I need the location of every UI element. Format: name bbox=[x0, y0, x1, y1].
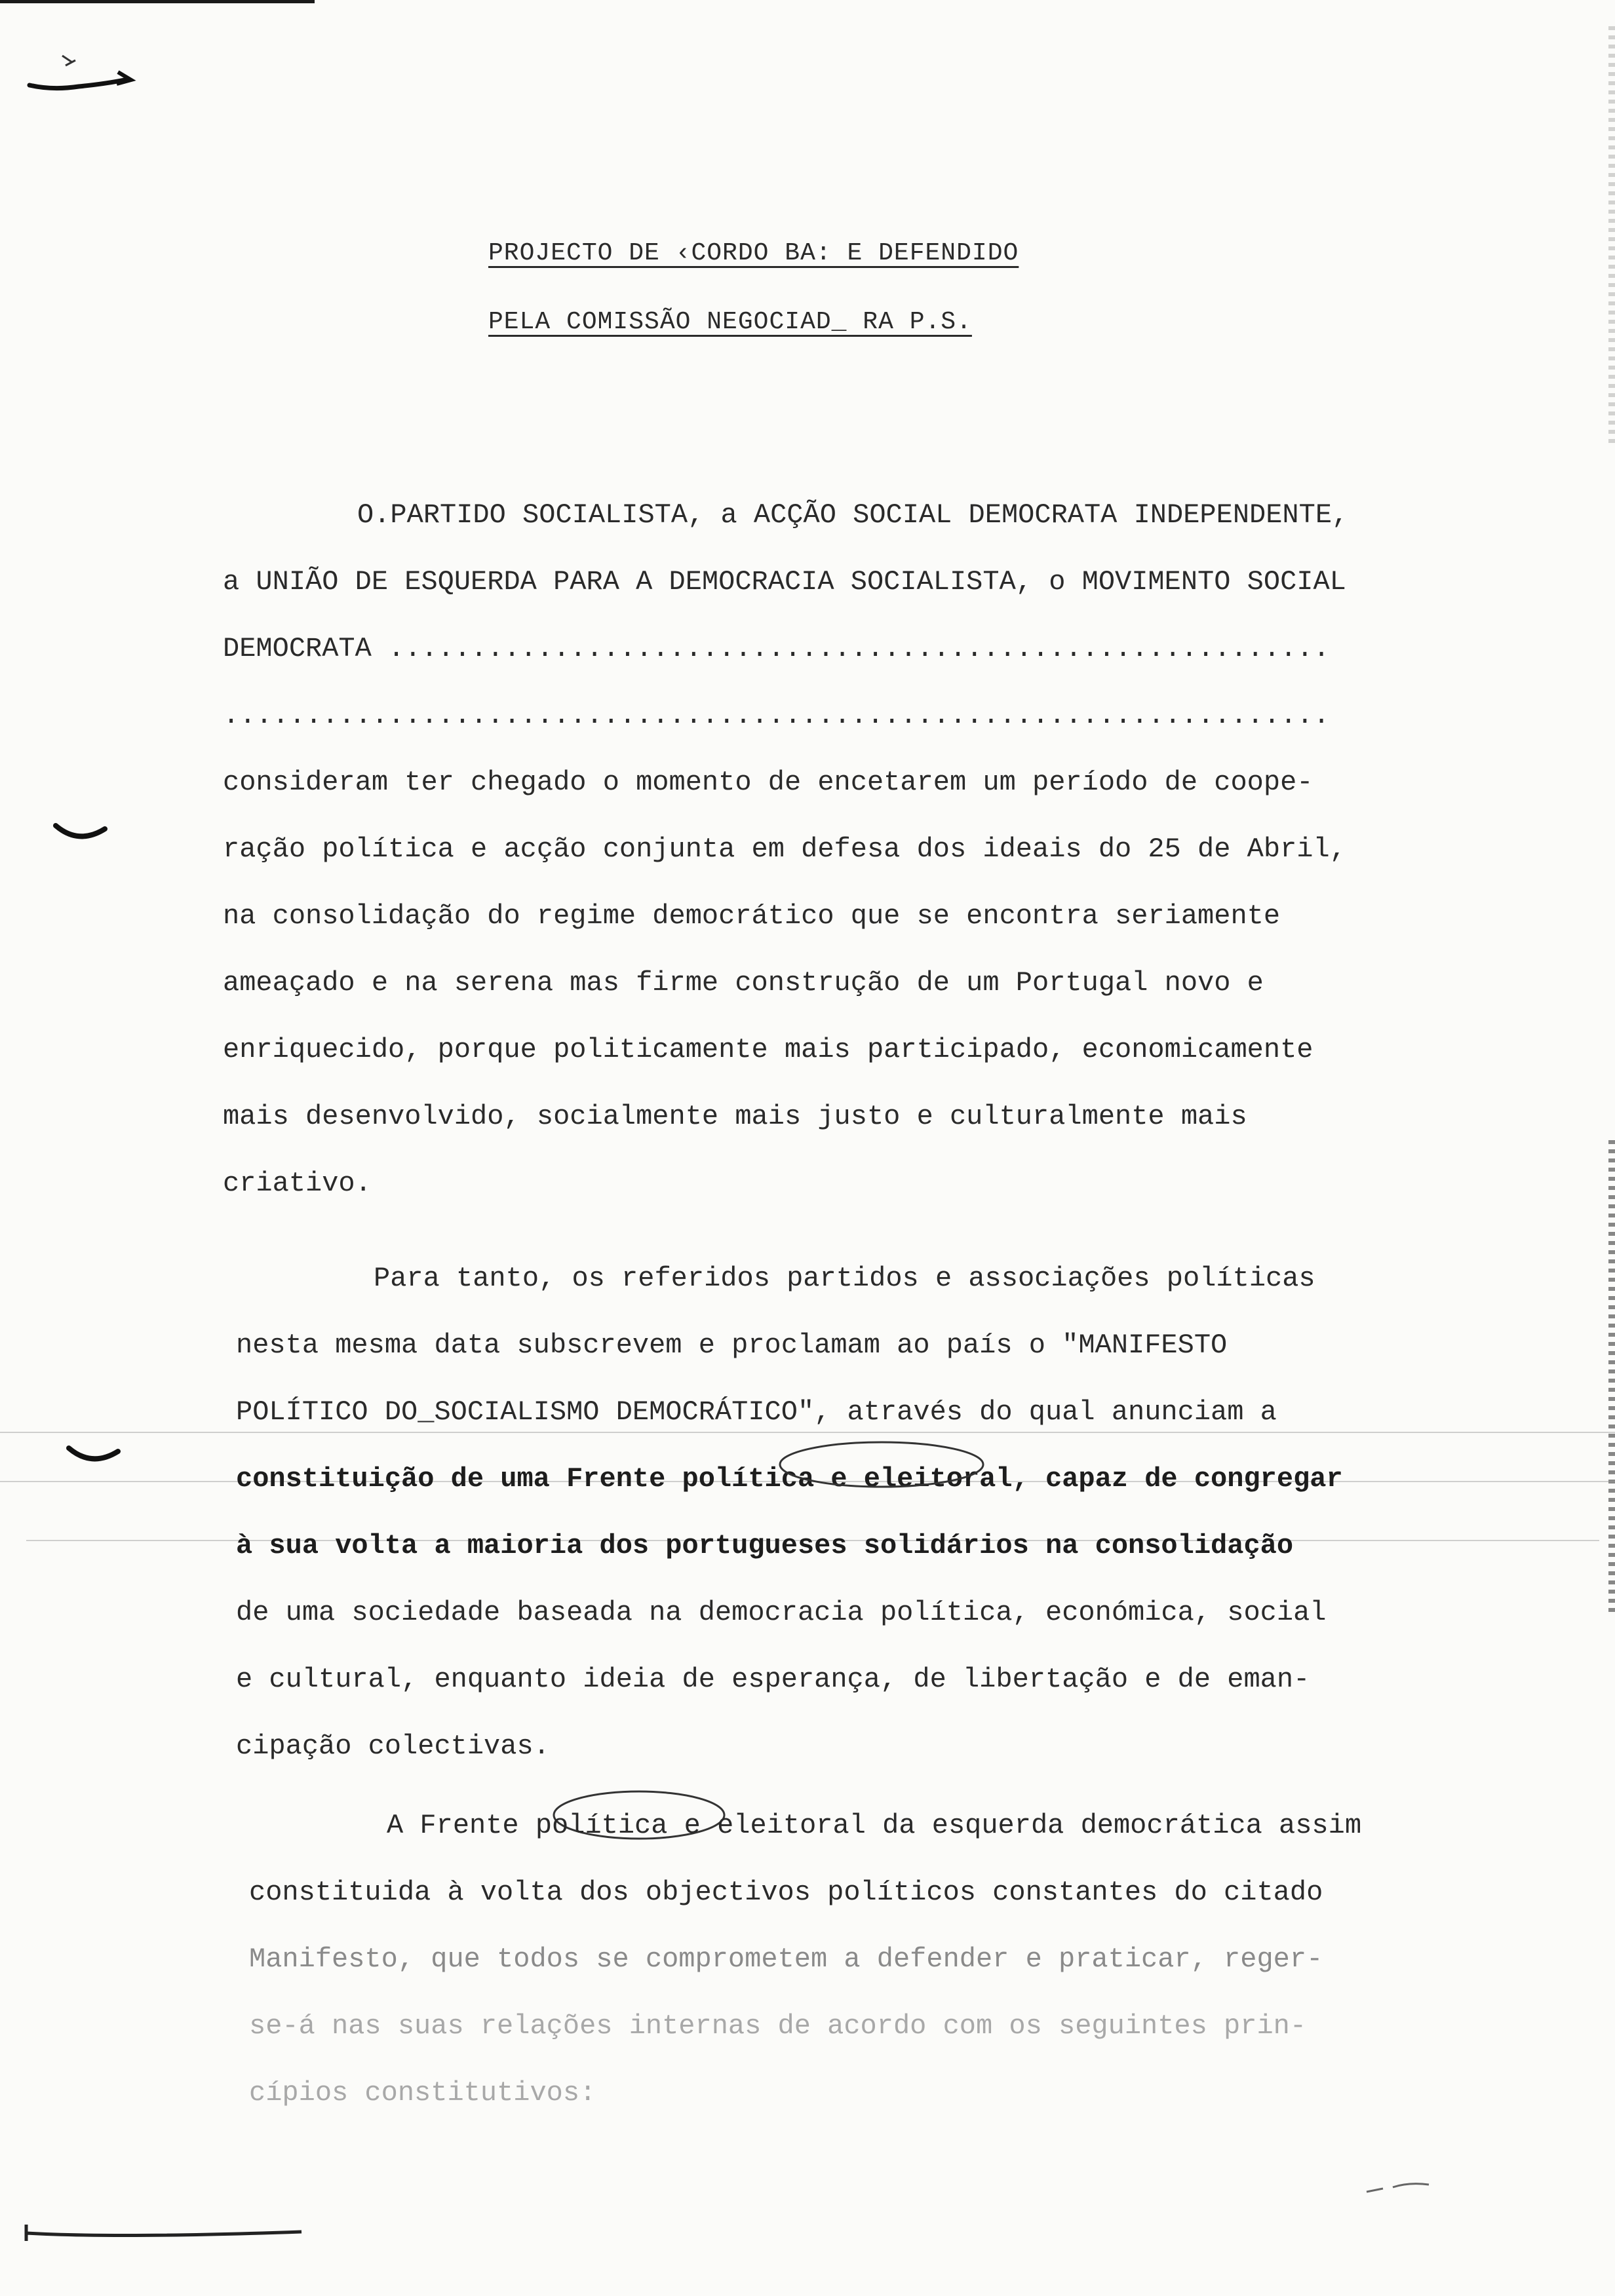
paragraph-2 bbox=[236, 1245, 1343, 1780]
text-line: ração política e acção conjunta em defesa dos ideais do 25 de Abril, bbox=[223, 833, 1346, 865]
text-line: e cultural, enquanto ideia de esperança, de libertação e de eman- bbox=[236, 1664, 1310, 1695]
paragraph-3 bbox=[249, 1792, 1361, 2126]
text-line: enriquecido, porque politicamente mais participado, economicamente bbox=[223, 1034, 1313, 1065]
text-line: constituição de uma Frente política e eleitoral, capaz de congregar bbox=[236, 1463, 1343, 1495]
paragraph-1 bbox=[223, 482, 1348, 1217]
text-line: constituida à volta dos objectivos políticos constantes do citado bbox=[249, 1877, 1323, 1908]
document-title-line-1: PROJECTO DE ‹CORDO BA: E DEFENDIDO bbox=[488, 239, 1019, 267]
text-line: Manifesto, que todos se comprometem a defender e praticar, reger- bbox=[249, 1943, 1323, 1975]
text-line: na consolidação do regime democrático que se encontra seriamente bbox=[223, 900, 1281, 932]
text-line: cípios constitutivos: bbox=[249, 2077, 596, 2109]
text-line: Para tanto, os referidos partidos e associações políticas bbox=[374, 1263, 1315, 1294]
document-title-line-2: PELA COMISSÃO NEGOCIAD_ RA P.S. bbox=[488, 308, 972, 336]
handwritten-circle-annotation bbox=[773, 1435, 990, 1494]
text-line: criativo. bbox=[223, 1168, 372, 1199]
text-line: nesta mesma data subscrevem e proclamam ao país o "MANIFESTO bbox=[236, 1330, 1228, 1361]
scan-edge-artifact-2 bbox=[1608, 26, 1615, 446]
text-line: ameaçado e na serena mas firme construção de um Portugal novo e bbox=[223, 967, 1264, 999]
text-line: O.PARTIDO SOCIALISTA, a ACÇÃO SOCIAL DEMOCRATA INDEPENDENTE, bbox=[357, 499, 1349, 531]
handwritten-mark-middle bbox=[52, 819, 111, 852]
text-line: de uma sociedade baseada na democracia política, económica, social bbox=[236, 1597, 1327, 1628]
text-line: mais desenvolvido, socialmente mais justo e culturalmente mais bbox=[223, 1101, 1247, 1132]
handwritten-mark-bottom bbox=[20, 2221, 308, 2248]
handwritten-scribble bbox=[1363, 2175, 1442, 2202]
text-line: A Frente política e eleitoral da esquerda democrática assim bbox=[387, 1810, 1362, 1841]
text-line: consideram ter chegado o momento de encetarem um período de coope- bbox=[223, 767, 1313, 798]
text-line: cipação colectivas. bbox=[236, 1731, 550, 1762]
text-line: à sua volta a maioria dos portugueses solidários na consolidação bbox=[236, 1530, 1294, 1561]
text-line: a UNIÃO DE ESQUERDA PARA A DEMOCRACIA SOCIALISTA, o MOVIMENTO SOCIAL bbox=[223, 566, 1346, 598]
scan-border bbox=[0, 0, 315, 3]
text-line: POLÍTICO DO_SOCIALISMO DEMOCRÁTICO", através do qual anunciam a bbox=[236, 1396, 1277, 1428]
text-line: se-á nas suas relações internas de acordo com os seguintes prin- bbox=[249, 2010, 1307, 2042]
handwritten-mark-lower bbox=[66, 1442, 125, 1474]
text-line: ................................................................... bbox=[223, 700, 1330, 731]
scan-edge-artifact bbox=[1608, 1140, 1615, 1612]
handwritten-mark-top bbox=[26, 46, 138, 105]
text-line: DEMOCRATA ......................................................... bbox=[223, 633, 1330, 664]
